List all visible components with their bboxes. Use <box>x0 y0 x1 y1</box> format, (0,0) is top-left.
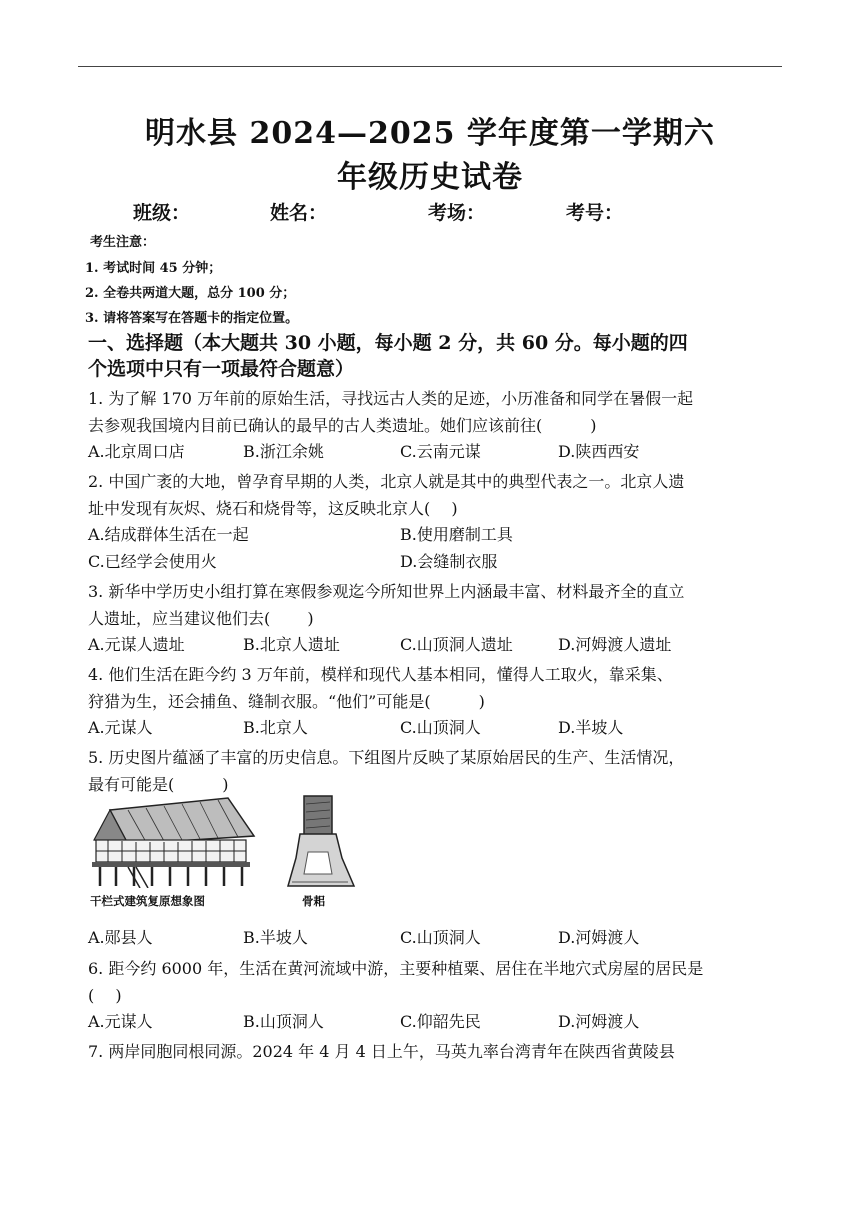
option-a[interactable]: A.元谋人 <box>88 1012 153 1031</box>
field-number: 考号： <box>566 202 624 224</box>
question-6-stem: 6. 距今约 6000 年，生活在黄河流域中游，主要种植粟、居住在半地穴式房屋的居民是 ( ) <box>88 959 704 1005</box>
notice-item: 3. 请将答案写在答题卡的指定位置。 <box>85 311 299 326</box>
option-c[interactable]: C.山顶洞人 <box>400 928 481 947</box>
section-heading-line2: 个选项中只有一项最符合题意） <box>88 358 355 380</box>
question-2-stem: 2. 中国广袤的大地，曾孕育早期的人类，北京人就是其中的典型代表之一。北京人遗 址中发现有灰烬、烧石和烧骨等，这反映北京人( ) <box>88 472 685 518</box>
option-b[interactable]: B.北京人 <box>243 718 308 737</box>
question-1-stem: 1. 为了解 170 万年前的原始生活，寻找远古人类的足迹，小历准备和同学在暑假一起 去参观我国境内目前已确认的最早的古人类遗址。她们应该前往( ) <box>88 389 694 435</box>
exam-title-line2: 年级历史试卷 <box>337 160 523 195</box>
option-c[interactable]: C.山顶洞人 <box>400 718 481 737</box>
option-d[interactable]: D.河姆渡人 <box>558 928 640 947</box>
question-4-stem: 4. 他们生活在距今约 3 万年前，模样和现代人基本相同，懂得人工取火，靠采集、 狩猎为生，还会捕鱼、缝制衣服。“他们”可能是( ) <box>88 665 673 711</box>
figure-caption-bone-spade: 骨耜 <box>302 894 325 908</box>
field-room: 考场： <box>428 202 486 224</box>
exam-title-line1: 明水县 2024—2025 学年度第一学期六 <box>145 116 715 151</box>
figure-caption-stilt-house: 干栏式建筑复原想象图 <box>90 894 205 908</box>
option-a[interactable]: A.结成群体生活在一起 <box>88 525 249 544</box>
bone-spade-illustration <box>282 794 362 892</box>
notice-heading: 考生注意： <box>90 235 156 250</box>
field-class: 班级： <box>133 202 191 224</box>
question-7-stem: 7. 两岸同胞同根同源。2024 年 4 月 4 日上午，马英九率台湾青年在陕西省黄陵县 <box>88 1042 675 1061</box>
option-a[interactable]: A.北京周口店 <box>88 442 185 461</box>
option-d[interactable]: D.河姆渡人遗址 <box>558 635 672 654</box>
option-b[interactable]: B.山顶洞人 <box>243 1012 324 1031</box>
field-name: 姓名： <box>270 202 328 224</box>
option-a[interactable]: A.郧县人 <box>88 928 153 947</box>
option-b[interactable]: B.浙江余姚 <box>243 442 324 461</box>
question-3-stem: 3. 新华中学历史小组打算在寒假参观迄今所知世界上内涵最丰富、材料最齐全的直立 人遗址，应当建议他们去( ) <box>88 582 685 628</box>
option-c[interactable]: C.云南元谋 <box>400 442 481 461</box>
option-c[interactable]: C.山顶洞人遗址 <box>400 635 513 654</box>
stilt-house-illustration <box>88 796 258 888</box>
question-5-stem: 5. 历史图片蕴涵了丰富的历史信息。下组图片反映了某原始居民的生产、生活情况， 最有可能是( ) <box>88 748 685 794</box>
option-d[interactable]: D.会缝制衣服 <box>400 552 498 571</box>
option-d[interactable]: D.半坡人 <box>558 718 624 737</box>
option-b[interactable]: B.北京人遗址 <box>243 635 340 654</box>
notice-item: 1. 考试时间 45 分钟； <box>85 261 222 276</box>
notice-item: 2. 全卷共两道大题，总分 100 分； <box>85 286 296 301</box>
option-b[interactable]: B.半坡人 <box>243 928 308 947</box>
top-rule <box>78 66 782 67</box>
option-c[interactable]: C.已经学会使用火 <box>88 552 217 571</box>
option-d[interactable]: D.陕西西安 <box>558 442 640 461</box>
option-d[interactable]: D.河姆渡人 <box>558 1012 640 1031</box>
option-a[interactable]: A.元谋人 <box>88 718 153 737</box>
option-b[interactable]: B.使用磨制工具 <box>400 525 513 544</box>
section-heading-line1: 一、选择题（本大题共 30 小题，每小题 2 分，共 60 分。每小题的四 <box>88 332 688 354</box>
option-c[interactable]: C.仰韶先民 <box>400 1012 481 1031</box>
option-a[interactable]: A.元谋人遗址 <box>88 635 185 654</box>
